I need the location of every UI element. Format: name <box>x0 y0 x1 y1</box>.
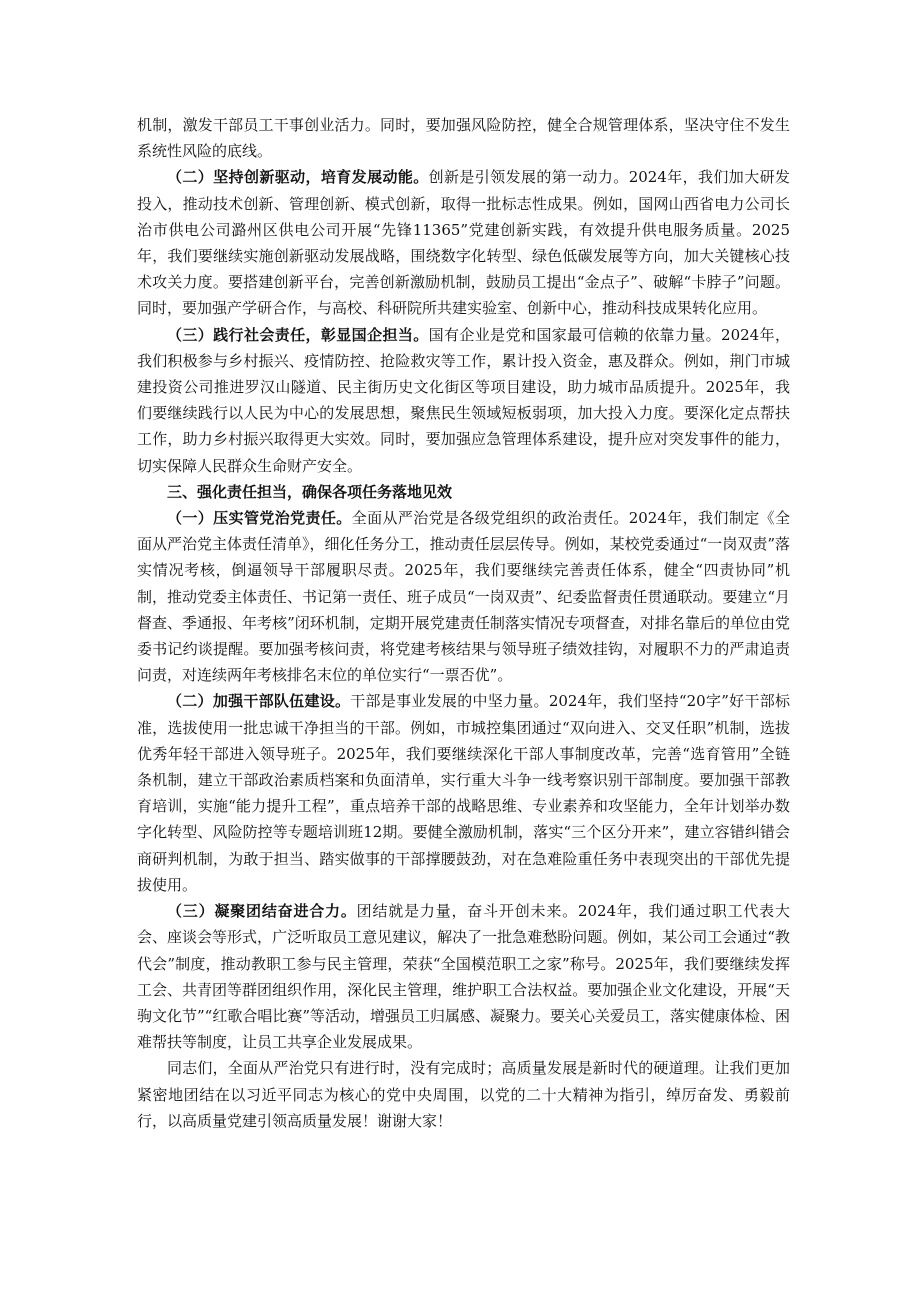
paragraph-body: 全面从严治党是各级党组织的政治责任。2024年，我们制定《全面从严治党主体责任清单》，细化任务分工，推动责任层层传导。例如，某校党委通过“一岗双责”落实情况考核，倒逼领导干部履职尽责。2025年，我们要继续完善责任体系，健全“四责协同”机制，推动党委主体责任、书记第一责任、班子成员“一岗双责”、纪委监督责任贯通联动。要建立“月督查、季通报、年考核”闭环机制，定期开展党建责任制落实情况专项督查，对排名靠后的单位由党委书记约谈提醒。要加强考核问责，将党建考核结果与领导班子绩效挂钩，对履职不力的严肃追责问责，对连续两年考核排名末位的单位实行“一票否优”。 <box>137 509 791 685</box>
paragraph-heading: （三）践行社会责任，彰显国企担当。 <box>167 325 429 344</box>
paragraph-heading: （三）凝聚团结奋进合力。 <box>167 902 357 921</box>
paragraph-heading: （二）加强干部队伍建设。 <box>167 692 351 711</box>
paragraph-innovation <box>137 164 790 321</box>
paragraph-body: 机制，激发干部员工干事创业活力。同时，要加强风险防控，健全合规管理体系，坚决守住不发生系统性风险的底线。 <box>137 116 790 161</box>
paragraph-body: 团结就是力量，奋斗开创未来。2024年，我们通过职工代表大会、座谈会等形式，广泛听取员工意见建议，解决了一批急难愁盼问题。例如，某公司工会通过“教代会”制度，推动教职工参与民主管理，荣获“全国模范职工之家”称号。2025年，我们要继续发挥工会、共青团等群团组织作用，深化民主管理，维护职工合法权益。要加强企业文化建设，开展“天驹文化节”“红歌合唱比赛”等活动，增强员工归属感、凝聚力。要关心关爱员工，落实健康体检、困难帮扶等制度，让员工共享企业发展成果。 <box>137 902 791 1052</box>
document-page <box>137 112 790 1134</box>
paragraph-body: 干部是事业发展的中坚力量。2024年，我们坚持“20字”好干部标准，选拔使用一批忠诚干净担当的干部。例如，市城控集团通过“双向进入、交叉任职”机制，选拔优秀年轻干部进入领导班子。2025年，我们要继续深化干部人事制度改革，完善“选育管用”全链条机制，建立干部政治素质档案和负面清单，实行重大斗争一线考察识别干部制度。要加强干部教育培训，实施“能力提升工程”，重点培养干部的战略思维、专业素养和攻坚能力，全年计划举办数字化转型、风险防控等专题培训班12期。要健全激励机制，落实“三个区分开来”，建立容错纠错会商研判机制，为敢于担当、踏实做事的干部撑腰鼓劲，对在急难险重任务中表现突出的干部优先提拔使用。 <box>137 692 790 894</box>
paragraph-risk-control <box>137 112 790 164</box>
paragraph-heading: （一）压实管党治党责任。 <box>167 509 352 528</box>
section-heading: 三、强化责任担当，确保各项任务落地见效 <box>167 482 453 501</box>
paragraph-unity <box>137 898 790 1055</box>
paragraph-heading: （二）坚持创新驱动，培育发展动能。 <box>167 168 429 187</box>
paragraph-body: 创新是引领发展的第一动力。2024年，我们加大研发投入，推动技术创新、管理创新、模式创新，取得一批标志性成果。例如，国网山西省电力公司长治市供电公司潞州区供电公司开展“先锋11365”党建创新实践，有效提升供电服务质量。2025年，我们要继续实施创新驱动发展战略，围绕数字化转型、绿色低碳发展等方向，加大关键核心技术攻关力度。要搭建创新平台，完善创新激励机制，鼓励员工提出“金点子”、破解“卡脖子”问题。同时，要加强产学研合作，与高校、科研院所共建实验室、创新中心，推动科技成果转化应用。 <box>137 168 790 318</box>
paragraph-party-responsibility <box>137 505 790 688</box>
paragraph-closing <box>137 1055 790 1134</box>
paragraph-body: 同志们，全面从严治党只有进行时，没有完成时；高质量发展是新时代的硬道理。让我们更加紧密地团结在以习近平同志为核心的党中央周围，以党的二十大精神为指引，绰厉奋发、勇毅前行，以高质量党建引领高质量发展！谢谢大家！ <box>137 1059 790 1130</box>
paragraph-social-responsibility <box>137 322 790 479</box>
paragraph-body: 国有企业是党和国家最可信赖的依靠力量。2024年，我们积极参与乡村振兴、疫情防控、抢险救灾等工作，累计投入资金，惠及群众。例如，荆门市城建投资公司推进罗汉山隧道、民主街历史文化街区等项目建设，助力城市品质提升。2025年，我们要继续践行以人民为中心的发展思想，聚焦民生领域短板弱项，加大投入力度。要深化定点帮扶工作，助力乡村振兴取得更大实效。同时，要加强应急管理体系建设，提升应对突发事件的能力，切实保障人民群众生命财产安全。 <box>137 325 790 475</box>
paragraph-cadre-building <box>137 688 790 898</box>
